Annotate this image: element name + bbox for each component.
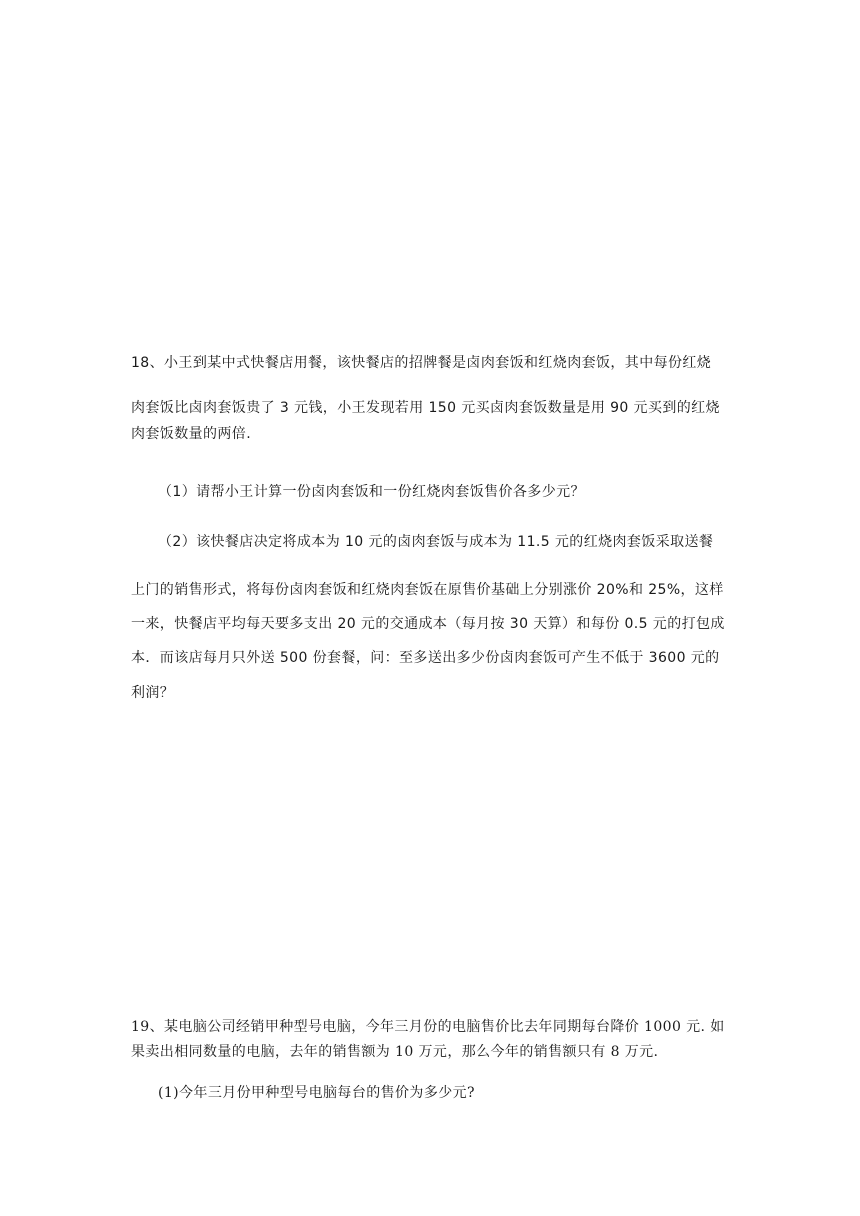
q18-part-2-line-2: 上门的销售形式，将每份卤肉套饭和红烧肉套饭在原售价基础上分别涨价 20%和 25%，这样	[131, 582, 724, 598]
q18-part-2-line-5: 利润？	[131, 685, 175, 701]
q18-text-line-1: 18、小王到某中式快餐店用餐，该快餐店的招牌餐是卤肉套饭和红烧肉套饭，其中每份红烧	[131, 355, 712, 371]
q18-part-2-line-4: 本．而该店每月只外送 500 份套餐，问：至多送出多少份卤肉套饭可产生不低于 3600 元的	[131, 650, 720, 666]
q18-text-line-3: 肉套饭数量的两倍.	[131, 426, 252, 442]
q18-text-line-2: 肉套饭比卤肉套饭贵了 3 元钱，小王发现若用 150 元买卤肉套饭数量是用 90 元买到的红烧	[131, 400, 720, 416]
q19-text-line-2: 果卖出相同数量的电脑，去年的销售额为 10 万元，那么今年的销售额只有 8 万元.	[131, 1044, 659, 1060]
q19-text-line-1: 19、某电脑公司经销甲种型号电脑，今年三月份的电脑售价比去年同期每台降价 1000 元. 如	[131, 1019, 725, 1035]
q18-part-2-line-3: 一来，快餐店平均每天要多支出 20 元的交通成本（每月按 30 天算）和每份 0.5 元的打包成	[131, 616, 725, 632]
q19-part-1: (1)今年三月份甲种型号电脑每台的售价为多少元?	[158, 1085, 475, 1101]
q18-part-1: （1）请帮小王计算一份卤肉套饭和一份红烧肉套饭售价各多少元？	[158, 484, 585, 500]
q18-part-2-line-1: （2）该快餐店决定将成本为 10 元的卤肉套饭与成本为 11.5 元的红烧肉套饭采取送餐	[158, 534, 714, 550]
